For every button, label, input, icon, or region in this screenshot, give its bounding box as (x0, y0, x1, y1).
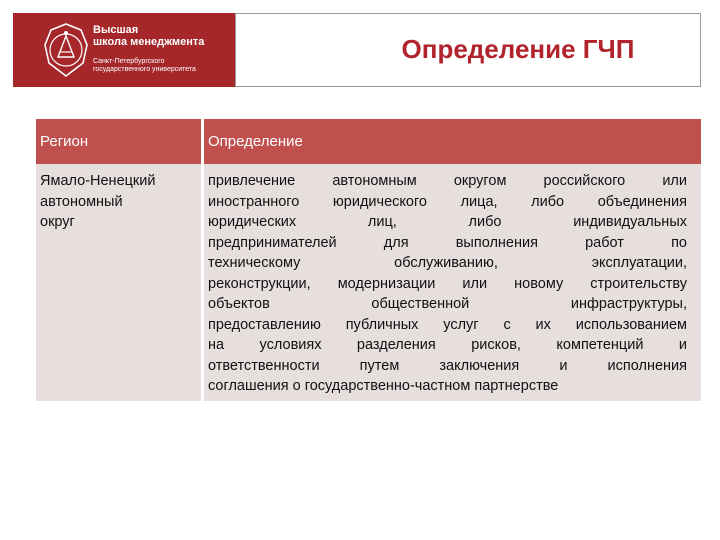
definition-text-line: юридических лиц, либо индивидуальных (208, 214, 687, 230)
definition-text-line: техническому обслуживанию, эксплуатации, (208, 255, 687, 271)
definition-text-line: ответственности путем заключения и исполнения (208, 357, 687, 374)
definition-text-line: на условиях разделения рисков, компетенций и (208, 337, 687, 353)
logo-name-line: Высшая (93, 24, 139, 36)
logo-subtitle-line: государственного университета (93, 66, 196, 73)
table-row (36, 164, 701, 401)
university-emblem-icon (41, 21, 91, 79)
definition-text-line: соглашения о государственно-частном партнерстве (208, 378, 559, 394)
definition-text-line: объектов общественной инфраструктуры, (208, 296, 687, 312)
definition-text-line: привлечение автономным округом российского или (208, 173, 687, 189)
region-cell (36, 164, 203, 401)
column-header-region: Регион (36, 119, 203, 164)
definition-text-line: реконструкции, модернизации или новому строительству (208, 275, 687, 292)
definition-text-line: иностранного юридического лица, либо объединения (208, 193, 687, 210)
title-bar (235, 13, 701, 87)
logo-name-line: школа менеджмента (93, 36, 205, 48)
region-text-line: Ямало-Ненецкий (40, 173, 156, 189)
slide-title: Определение ГЧП (401, 34, 635, 64)
definition-table (36, 119, 701, 401)
definition-cell (203, 164, 702, 401)
logo-subtitle-line: Санкт-Петербургского (93, 58, 165, 65)
region-text-line: округ (40, 214, 75, 230)
definition-text-line: предоставлению публичных услуг с их использованием (208, 316, 687, 333)
definition-text-line: предпринимателей для выполнения работ по (208, 234, 687, 251)
region-text-line: автономный (40, 193, 123, 210)
table-header-row (36, 119, 701, 164)
university-logo (13, 13, 235, 87)
logo-name (93, 24, 204, 48)
column-header-definition: Определение (203, 119, 702, 164)
logo-subtitle (93, 58, 196, 74)
